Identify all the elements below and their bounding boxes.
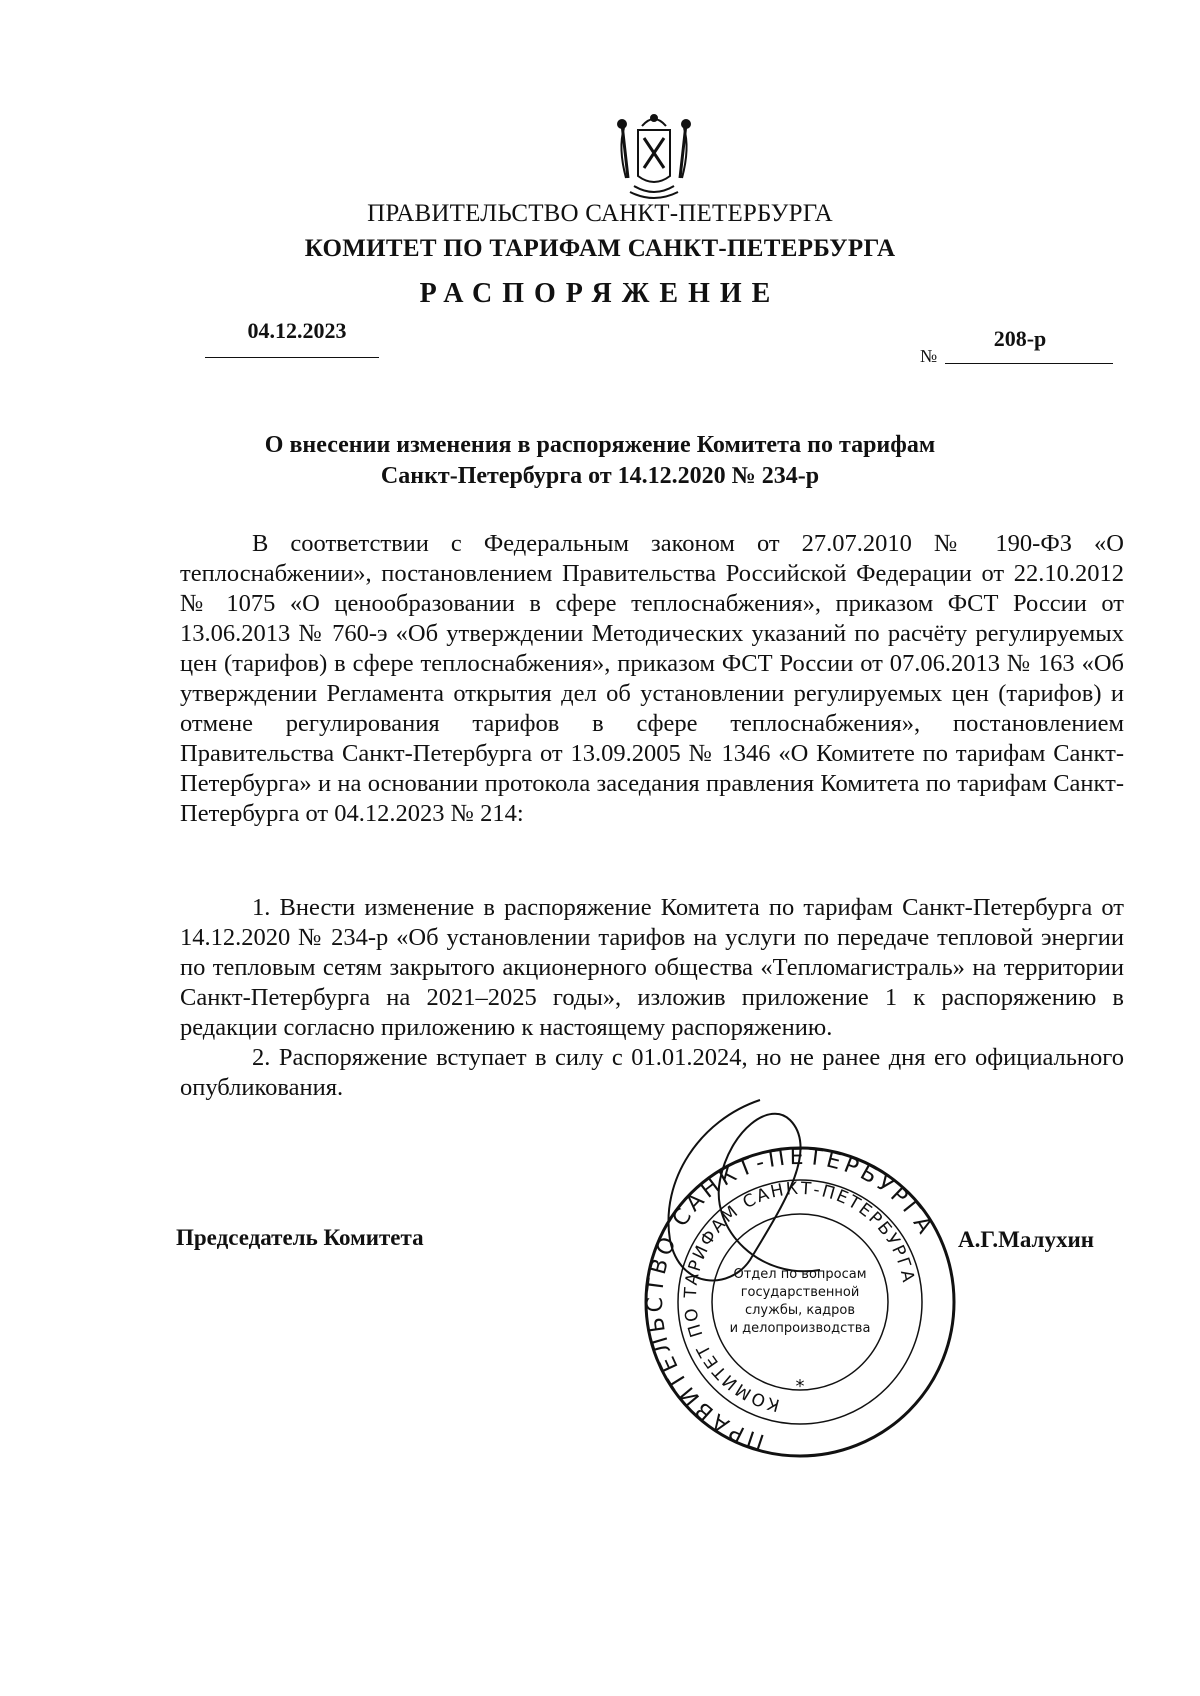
- date-underline: [205, 357, 379, 358]
- document-number: 208-р: [993, 326, 1047, 351]
- stamp-outer-text: ПРАВИТЕЛЬСТВО САНКТ-ПЕТЕРБУРГА: [643, 1144, 940, 1455]
- item-1-text: 1. Внести изменение в распоряжение Комитета по тарифам Санкт-Петербурга от 14.12.2020 № 234-р «Об установлении тарифов на услуги по передаче тепловой энергии по тепловым сетям закрытого акционерного общества «Тепломагистраль» на территории Санкт-Петербурга на 2021–2025 годы», изложив приложение 1 к распоряжению в редакции согласно приложению к настоящему распоряжению.: [180, 894, 1124, 1041]
- subject-line-1: О внесении изменения в распоряжение Комитета по тарифам: [264, 432, 936, 458]
- government-heading: ПРАВИТЕЛЬСТВО САНКТ-ПЕТЕРБУРГА: [367, 200, 833, 227]
- stamp-center-line-1: Отдел по вопросам: [733, 1267, 867, 1282]
- number-label: №: [920, 346, 938, 366]
- stamp-middle-text: КОМИТЕТ ПО ТАРИФАМ САНКТ-ПЕТЕРБУРГА: [680, 1178, 919, 1415]
- document-subject: [160, 430, 1040, 492]
- preamble-paragraph: [180, 529, 1124, 829]
- signer-title: Председатель Комитета: [176, 1225, 424, 1250]
- stamp-center-line-3: службы, кадров: [744, 1303, 856, 1318]
- coat-of-arms-emblem: [612, 108, 696, 208]
- preamble-text: В соответствии с Федеральным законом от 27.07.2010 № 190-ФЗ «О теплоснабжении», постановлением Правительства Российской Федерации от 22.10.2012 № 1075 «О ценообразовании в сфере теплоснабжения», приказом ФСТ России от 13.06.2013 № 760-э «Об утверждении Методических указаний по расчёту регулируемых цен (тарифов) в сфере теплоснабжения», приказом ФСТ России от 07.06.2013 № 163 «Об утверждении Регламента открытия дел об установлении регулируемых цен (тарифов) и отмене регулирования тарифов в сфере теплоснабжения», постановлением Правительства Санкт-Петербурга от 13.09.2005 № 1346 «О Комитете по тарифам Санкт-Петербурга» и на основании протокола заседания правления Комитета по тарифам Санкт-Петербурга от 04.12.2023 № 214:: [180, 530, 1124, 827]
- subject-line-2: Санкт-Петербурга от 14.12.2020 № 234-р: [380, 463, 820, 489]
- committee-heading: КОМИТЕТ ПО ТАРИФАМ САНКТ-ПЕТЕРБУРГА: [304, 235, 896, 262]
- item-2-text: 2. Распоряжение вступает в силу с 01.01.2024, но не ранее дня его официального опубликования.: [180, 1044, 1124, 1101]
- stamp-center-line-2: государственной: [740, 1285, 860, 1300]
- stamp-center-line-4: и делопроизводства: [729, 1321, 871, 1336]
- stamp-star-icon: *: [795, 1376, 805, 1397]
- number-underline: [945, 363, 1113, 364]
- document-type-heading: РАСПОРЯЖЕНИЕ: [419, 278, 781, 309]
- official-stamp: [640, 1140, 960, 1480]
- items-block: [180, 893, 1124, 1103]
- signer-name: А.Г.Малухин: [958, 1227, 1094, 1252]
- document-date: 04.12.2023: [247, 318, 347, 343]
